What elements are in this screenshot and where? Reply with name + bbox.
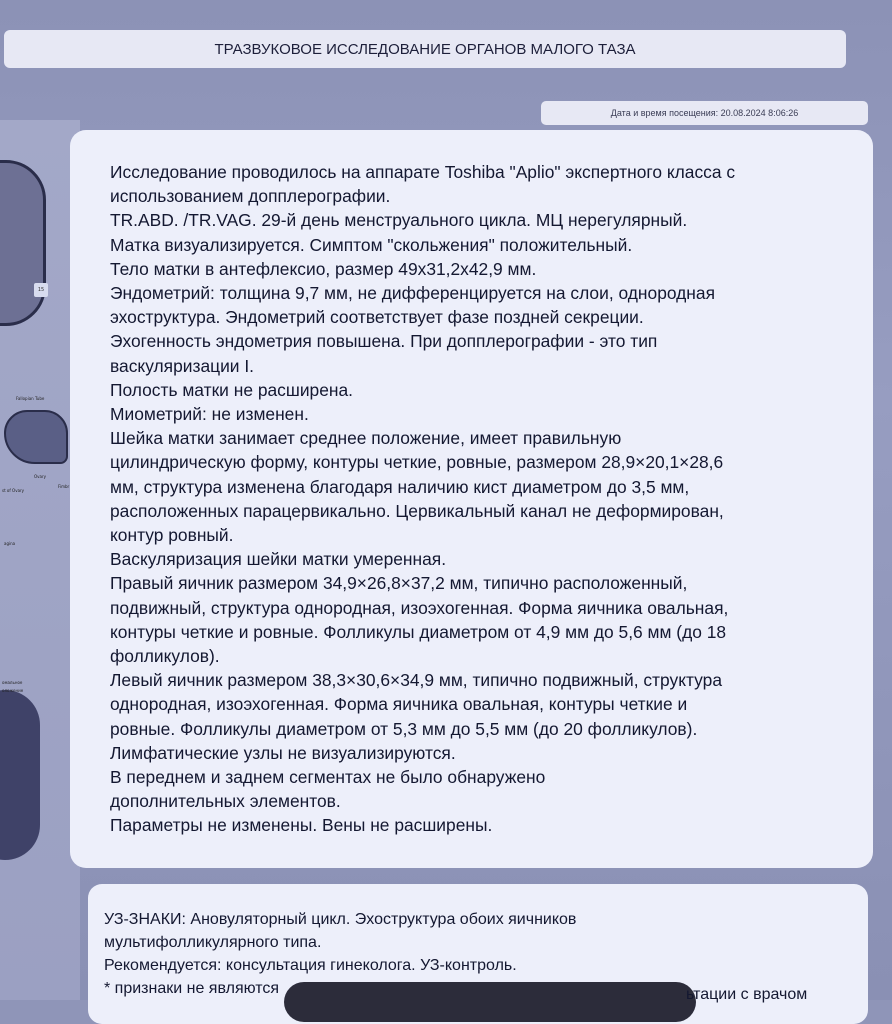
report-line: Васкуляризация шейки матки умеренная. [110,549,447,570]
page-title: ТРАЗВУКОВОЕ ИССЛЕДОВАНИЕ ОРГАНОВ МАЛОГО ТАЗА [4,30,846,68]
illustration-label: st of Ovary [2,488,25,493]
visit-datetime: Дата и время посещения: 20.08.2024 8:06:26 [541,101,868,125]
report-line: подвижный, структура однородная, изоэхогенная. Форма яичника овальная, [110,597,729,618]
report-line: фолликулов). [110,646,220,667]
report-line: Полость матки не расширена. [110,379,353,400]
report-line: Эндометрий: толщина 9,7 мм, не дифференцируется на слои, однородная [110,283,715,304]
report-line: цилиндрическую форму, контуры четкие, ровные, размером 28,9×20,1×28,6 [110,452,724,473]
report-line: ровные. Фолликулы диаметром от 5,3 мм до 5,5 мм (до 20 фолликулов). [110,718,698,739]
illustration-badge[interactable]: 15 [34,283,48,297]
illustration-label: омальное [2,680,23,685]
illustration-label: оложение [2,688,24,693]
conclusion-line: УЗ-ЗНАКИ: Ановуляторный цикл. Эхоструктура обоих яичников [104,911,577,928]
conclusion-line: * признаки не являются [104,980,280,997]
report-line: Лимфатические узлы не визуализируются. [110,742,456,763]
report-line: Матка визуализируется. Симптом "скольжения" положительный. [110,234,633,255]
report-body [110,160,850,838]
report-line: Шейка матки занимает среднее положение, имеет правильную [110,428,622,449]
report-line: эхоструктура. Эндометрий соответствует фазе поздней секреции. [110,307,644,328]
report-line: васкуляризации I. [110,355,255,376]
report-line: Левый яичник размером 38,3×30,6×34,9 мм, типично подвижный, структура [110,670,723,691]
uterus-illustration [0,160,46,326]
conclusion-trailing-text: ьтации с врачом [686,986,808,1003]
report-line: Тело матки в антефлексио, размер 49х31,2х42,9 мм. [110,258,537,279]
ovary-illustration [4,410,68,464]
report-line: мм, структура изменена благодаря наличию кист диаметром до 3,5 мм, [110,476,690,497]
report-line: Эхогенность эндометрия повышена. При допплерографии - это тип [110,331,658,352]
report-line: Параметры не изменены. Вены не расширены. [110,815,493,836]
report-line: расположенных парацервикально. Цервикальный канал не деформирован, [110,500,724,521]
illustration-label: Fallopian Tube [16,396,45,401]
illustration-label: Fimbr [58,484,70,489]
home-indicator-bar[interactable] [284,982,696,1022]
report-line: TR.ABD. /TR.VAG. 29-й день менструального цикла. МЦ нерегулярный. [110,210,688,231]
position-illustration [0,690,40,860]
report-line: Миометрий: не изменен. [110,404,309,425]
report-line: использованием допплерографии. [110,186,391,207]
report-line: дополнительных элементов. [110,791,341,812]
conclusion-line: мультифолликулярного типа. [104,934,322,951]
illustration-label: Ovary [34,474,46,479]
report-line: однородная, изоэхогенная. Форма яичника овальная, контуры четкие и [110,694,688,715]
report-line: контур ровный. [110,525,234,546]
conclusion-line: Рекомендуется: консультация гинеколога. УЗ-контроль. [104,957,517,974]
report-line: В переднем и заднем сегментах не было обнаружено [110,767,546,788]
illustration-label: agina [4,541,16,546]
report-line: контуры четкие и ровные. Фолликулы диаметром от 4,9 мм до 5,6 мм (до 18 [110,621,727,642]
report-line: Исследование проводилось на аппарате Toshiba "Aplio" экспертного класса с [110,162,736,182]
report-line: Правый яичник размером 34,9×26,8×37,2 мм, типично расположенный, [110,573,688,594]
